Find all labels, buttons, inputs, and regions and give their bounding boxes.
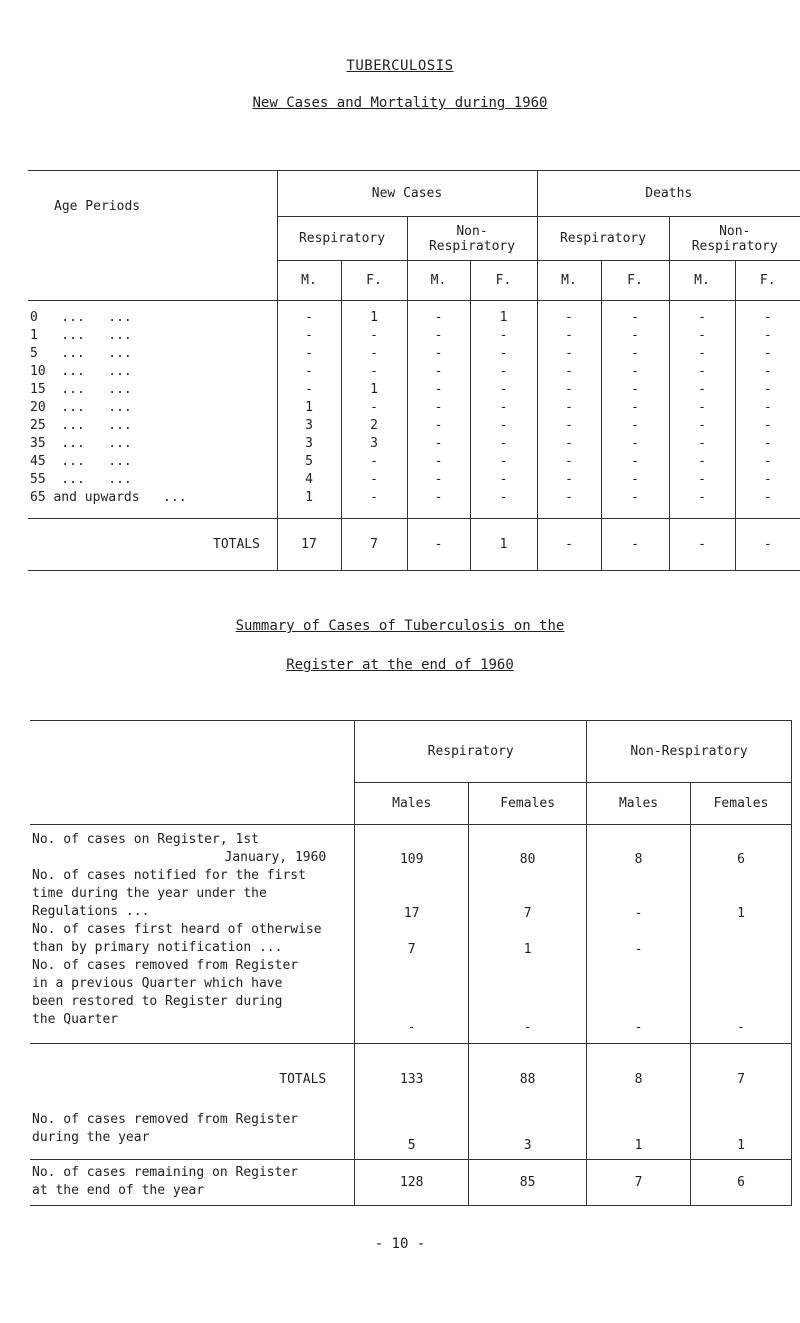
count-cell: 1: [341, 381, 407, 399]
nonresp-females-header: Females: [691, 783, 792, 825]
count-cell: -: [341, 489, 407, 507]
deaths-non-respiratory-header: [669, 217, 800, 261]
count-cell: -: [601, 309, 669, 327]
total-cell: 8: [587, 1043, 691, 1091]
nonresp-males-header: Males: [587, 783, 691, 825]
count-cell: -: [470, 327, 537, 345]
count-cell: -: [537, 435, 601, 453]
count-cell: -: [735, 471, 800, 489]
count-cell: 1: [470, 309, 537, 327]
text-line: been restored to Register during: [32, 994, 283, 1009]
col-header-m: M.: [537, 261, 601, 301]
age-row: [28, 399, 800, 417]
count-cell: -: [537, 453, 601, 471]
total-cell: 7: [341, 519, 407, 571]
resp-females-header: Females: [469, 783, 587, 825]
count-cell: -: [407, 363, 470, 381]
label-removed-during-year: [30, 1091, 355, 1159]
count-cell: -: [601, 399, 669, 417]
count-cell: -: [537, 363, 601, 381]
remaining-cell: 6: [691, 1159, 792, 1205]
value-cell: 7: [469, 867, 587, 921]
text-line: No. of cases removed from Register: [32, 1112, 299, 1127]
total-cell: 133: [355, 1043, 469, 1091]
totals-label: TOTALS: [279, 1072, 327, 1087]
new-cases-mortality-table: [28, 170, 800, 571]
age-row: [28, 363, 800, 381]
count-cell: -: [669, 363, 735, 381]
text-line: in a previous Quarter which have: [32, 976, 283, 991]
count-cell: -: [407, 489, 470, 507]
new-non-respiratory-header: [407, 217, 537, 261]
count-cell: -: [601, 489, 669, 507]
text-line: than by primary notification ...: [32, 940, 283, 955]
value-cell: 1: [691, 867, 792, 921]
col-header-m: M.: [669, 261, 735, 301]
count-cell: -: [669, 399, 735, 417]
remaining-cell: 85: [469, 1159, 587, 1205]
count-cell: -: [407, 471, 470, 489]
text-line: during the year: [32, 1130, 150, 1145]
deaths-header: Deaths: [537, 171, 800, 217]
text-line: No. of cases on Register, 1st: [32, 832, 259, 847]
count-cell: -: [669, 309, 735, 327]
page-title: TUBERCULOSIS: [346, 58, 454, 74]
age-row: [28, 453, 800, 471]
text-line: No. of cases first heard of otherwise: [32, 922, 322, 937]
count-cell: -: [601, 471, 669, 489]
count-cell: -: [601, 327, 669, 345]
value-cell: 109: [355, 825, 469, 868]
count-cell: -: [407, 327, 470, 345]
count-cell: 3: [277, 435, 341, 453]
page-number: - 10 -: [374, 1236, 426, 1252]
count-cell: -: [669, 327, 735, 345]
count-cell: -: [537, 345, 601, 363]
age-period-label: 45 ... ...: [30, 454, 132, 469]
count-cell: -: [407, 417, 470, 435]
total-cell: -: [601, 519, 669, 571]
label-notified-first-time: [30, 867, 355, 921]
count-cell: -: [537, 381, 601, 399]
text-line: January, 1960: [224, 850, 327, 865]
count-cell: -: [669, 435, 735, 453]
count-cell: -: [277, 363, 341, 381]
count-cell: -: [601, 363, 669, 381]
count-cell: -: [537, 327, 601, 345]
count-cell: -: [470, 435, 537, 453]
label-first-heard-otherwise: [30, 921, 355, 957]
age-row: [28, 435, 800, 453]
age-period-label: 25 ... ...: [30, 418, 132, 433]
count-cell: -: [277, 327, 341, 345]
count-cell: -: [470, 453, 537, 471]
text-line: at the end of the year: [32, 1182, 205, 1198]
total-cell: 7: [691, 1043, 792, 1091]
count-cell: -: [407, 381, 470, 399]
removed-cell: 5: [355, 1091, 469, 1159]
value-cell: [691, 921, 792, 957]
count-cell: -: [669, 381, 735, 399]
new-non-respiratory-line1: Non-: [456, 223, 488, 239]
age-row: [28, 345, 800, 363]
value-cell: -: [691, 957, 792, 1043]
value-cell: 17: [355, 867, 469, 921]
age-period-label: 1 ... ...: [30, 328, 132, 343]
count-cell: -: [407, 345, 470, 363]
count-cell: -: [470, 489, 537, 507]
col-header-m: M.: [407, 261, 470, 301]
count-cell: -: [601, 381, 669, 399]
count-cell: -: [735, 435, 800, 453]
removed-cell: 3: [469, 1091, 587, 1159]
count-cell: -: [735, 363, 800, 381]
respiratory-header: Respiratory: [355, 721, 587, 783]
age-period-label: 0 ... ...: [30, 310, 132, 325]
count-cell: 1: [277, 489, 341, 507]
value-cell: 8: [587, 825, 691, 868]
totals-row: [28, 519, 800, 571]
remaining-cell: 128: [355, 1159, 469, 1205]
deaths-non-respiratory-line1: Non-: [719, 223, 751, 239]
count-cell: -: [601, 453, 669, 471]
value-cell: -: [587, 867, 691, 921]
count-cell: -: [341, 471, 407, 489]
label-on-register-jan: [30, 825, 355, 868]
total-cell: 1: [470, 519, 537, 571]
count-cell: -: [470, 399, 537, 417]
count-cell: -: [341, 327, 407, 345]
deaths-respiratory-header: Respiratory: [537, 217, 669, 261]
total-cell: 88: [469, 1043, 587, 1091]
age-period-label: 35 ... ...: [30, 436, 132, 451]
count-cell: -: [537, 399, 601, 417]
count-cell: -: [669, 471, 735, 489]
count-cell: -: [470, 381, 537, 399]
total-cell: -: [537, 519, 601, 571]
count-cell: -: [407, 435, 470, 453]
age-row: [28, 471, 800, 489]
count-cell: -: [470, 345, 537, 363]
count-cell: -: [601, 435, 669, 453]
count-cell: -: [470, 363, 537, 381]
age-period-label: 20 ... ...: [30, 400, 132, 415]
count-cell: -: [277, 309, 341, 327]
label-restored-to-register: [30, 957, 355, 1043]
count-cell: -: [407, 309, 470, 327]
count-cell: 1: [277, 399, 341, 417]
count-cell: -: [669, 345, 735, 363]
count-cell: -: [735, 327, 800, 345]
removed-cell: 1: [691, 1091, 792, 1159]
new-cases-header: New Cases: [277, 171, 537, 217]
count-cell: -: [341, 363, 407, 381]
age-row: [28, 327, 800, 345]
age-period-label: 65 and upwards ...: [30, 490, 187, 505]
total-cell: 17: [277, 519, 341, 571]
totals-label: TOTALS: [28, 519, 277, 571]
text-line: the Quarter: [32, 1012, 119, 1027]
count-cell: -: [601, 345, 669, 363]
count-cell: 4: [277, 471, 341, 489]
value-cell: 1: [469, 921, 587, 957]
new-respiratory-header: Respiratory: [277, 217, 407, 261]
page-subtitle: New Cases and Mortality during 1960: [252, 95, 548, 111]
total-cell: -: [407, 519, 470, 571]
count-cell: -: [341, 345, 407, 363]
register-summary-table: [30, 720, 792, 1206]
count-cell: -: [341, 399, 407, 417]
count-cell: 3: [277, 417, 341, 435]
age-row: [28, 489, 800, 507]
text-line: Regulations ...: [32, 904, 150, 919]
non-respiratory-header: Non-Respiratory: [587, 721, 792, 783]
count-cell: -: [669, 417, 735, 435]
count-cell: 2: [341, 417, 407, 435]
count-cell: -: [537, 309, 601, 327]
count-cell: -: [735, 309, 800, 327]
label-remaining-on-register: [30, 1159, 355, 1205]
age-period-label: 15 ... ...: [30, 382, 132, 397]
age-period-label: 5 ... ...: [30, 346, 132, 361]
count-cell: -: [537, 471, 601, 489]
count-cell: -: [735, 453, 800, 471]
col-header-m: M.: [277, 261, 341, 301]
count-cell: -: [735, 345, 800, 363]
col-header-f: F.: [341, 261, 407, 301]
age-row: [28, 309, 800, 327]
count-cell: -: [735, 489, 800, 507]
count-cell: -: [601, 417, 669, 435]
col-header-f: F.: [735, 261, 800, 301]
resp-males-header: Males: [355, 783, 469, 825]
value-cell: -: [587, 957, 691, 1043]
age-row: [28, 417, 800, 435]
count-cell: 1: [341, 309, 407, 327]
col-header-f: F.: [470, 261, 537, 301]
total-cell: -: [669, 519, 735, 571]
count-cell: -: [537, 417, 601, 435]
count-cell: -: [669, 453, 735, 471]
age-periods-header: Age Periods: [28, 171, 277, 301]
summary-title-line2: Register at the end of 1960: [286, 657, 514, 673]
age-row: [28, 381, 800, 399]
value-cell: 7: [355, 921, 469, 957]
count-cell: -: [735, 399, 800, 417]
count-cell: 5: [277, 453, 341, 471]
removed-cell: 1: [587, 1091, 691, 1159]
total-cell: -: [735, 519, 800, 571]
text-line: No. of cases removed from Register: [32, 958, 299, 973]
count-cell: -: [407, 453, 470, 471]
count-cell: 3: [341, 435, 407, 453]
count-cell: -: [735, 381, 800, 399]
new-non-respiratory-line2: Respiratory: [428, 238, 516, 254]
count-cell: -: [470, 471, 537, 489]
text-line: No. of cases notified for the first: [32, 868, 306, 883]
value-cell: -: [587, 921, 691, 957]
value-cell: 80: [469, 825, 587, 868]
count-cell: -: [735, 417, 800, 435]
count-cell: -: [669, 489, 735, 507]
value-cell: -: [355, 957, 469, 1043]
text-line: No. of cases remaining on Register: [32, 1164, 299, 1180]
count-cell: -: [537, 489, 601, 507]
text-line: time during the year under the: [32, 886, 267, 901]
remaining-cell: 7: [587, 1159, 691, 1205]
age-period-label: 10 ... ...: [30, 364, 132, 379]
count-cell: -: [277, 381, 341, 399]
count-cell: -: [341, 453, 407, 471]
col-header-f: F.: [601, 261, 669, 301]
count-cell: -: [407, 399, 470, 417]
count-cell: -: [470, 417, 537, 435]
summary-title-line1: Summary of Cases of Tuberculosis on the: [235, 618, 565, 634]
value-cell: 6: [691, 825, 792, 868]
age-period-label: 55 ... ...: [30, 472, 132, 487]
count-cell: -: [277, 345, 341, 363]
value-cell: -: [469, 957, 587, 1043]
deaths-non-respiratory-line2: Respiratory: [691, 238, 778, 254]
